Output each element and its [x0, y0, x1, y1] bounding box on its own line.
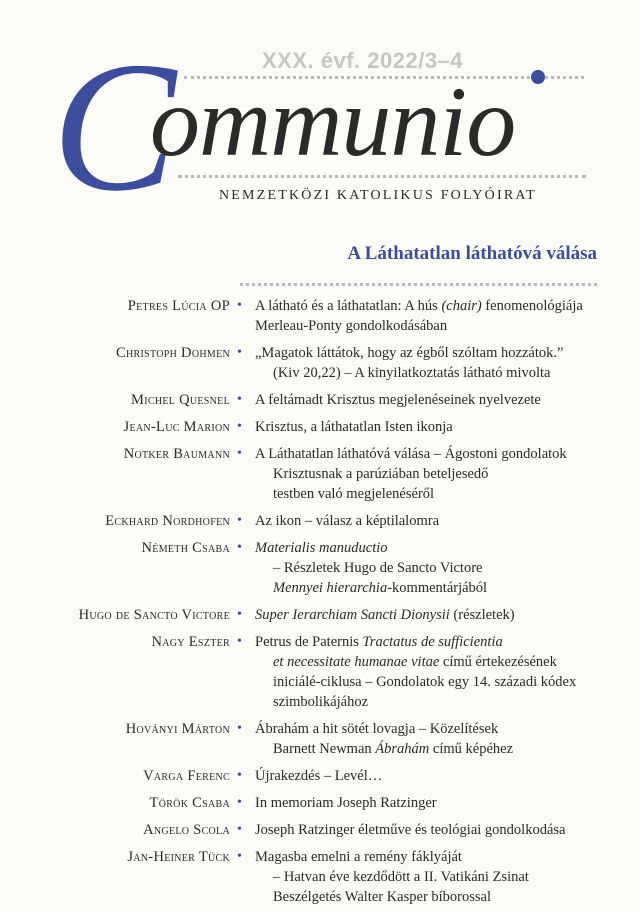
toc-title-line [255, 538, 615, 558]
toc-title-italic: (chair) [441, 298, 482, 314]
toc-title-text: című értekezésének [439, 654, 557, 670]
logo-dot-icon [531, 70, 545, 84]
toc-title-italic: Ábrahám [375, 741, 430, 757]
bullet-icon: • [237, 849, 242, 864]
toc-title-text: Az ikon – válasz a képtilalomra [255, 513, 440, 529]
toc-author: Jan-Heiner Tück [127, 849, 230, 865]
toc-title-italic: Mennyei hierarchia [273, 580, 388, 596]
toc-title-line [255, 739, 615, 759]
toc-author: Christoph Dohmen [116, 345, 230, 361]
toc-title [255, 444, 615, 504]
toc-author: Hugo de Sancto Victore [78, 607, 230, 623]
toc-title-text: – Hatvan éve kezdődött a II. Vatikáni Zsinat [273, 869, 529, 885]
bullet-icon: • [237, 513, 242, 528]
toc-author: Varga Ferenc [143, 768, 230, 784]
toc-title [255, 417, 615, 437]
toc-title-text: Ábrahám a hit sötét lovagja – Közelítések [255, 721, 499, 737]
bullet-icon: • [237, 795, 242, 810]
toc-title-text: Merleau-Ponty gondolkodásában [255, 318, 448, 334]
toc-title-text: Beszélgetés Walter Kasper bíborossal [273, 889, 492, 905]
bullet-icon: • [237, 540, 242, 555]
toc-title-line [255, 417, 615, 437]
toc-title-line [255, 867, 615, 887]
issue-number: XXX. évf. 2022/3–4 [262, 48, 464, 73]
toc-title-line [255, 390, 615, 410]
toc-title-line [255, 766, 615, 786]
toc-author: Eckhard Nordhofen [105, 513, 230, 529]
toc-title [255, 847, 615, 907]
toc-title-line [255, 578, 615, 598]
toc-title-line [255, 652, 615, 672]
toc-title-italic: et necessitate humanae vitae [273, 654, 440, 670]
toc-title-line [255, 363, 615, 383]
toc-title-text: Krisztus, a láthatatlan Isten ikonja [255, 419, 453, 435]
toc-title-text: (Kiv 20,22) – A kinyilatkoztatás látható mivolta [273, 365, 551, 381]
toc-title [255, 766, 615, 786]
toc-title-text: című képéhez [429, 741, 514, 757]
toc-title-text: A feltámadt Krisztus megjelenéseinek nyelvezete [255, 392, 541, 408]
toc-title-text: A látható és a láthatatlan: A hús [255, 298, 442, 314]
toc-title-line [255, 692, 615, 712]
toc-title-line [255, 820, 615, 840]
toc-title-italic: Tractatus de sufficientia [362, 634, 503, 650]
toc-title-line [255, 464, 615, 484]
toc-title [255, 793, 615, 813]
toc-title-line [255, 558, 615, 578]
toc-title-line [255, 296, 615, 316]
toc-title-line [255, 343, 615, 363]
toc-title-text: Újrakezdés – Levél… [255, 768, 383, 784]
toc-title-line [255, 632, 615, 652]
bullet-icon: • [237, 298, 242, 313]
toc-title-line [255, 793, 615, 813]
toc-title-text: Barnett Newman [273, 741, 376, 757]
toc-title [255, 605, 615, 625]
toc-title [255, 632, 615, 712]
toc-author: Németh Csaba [141, 540, 230, 556]
toc-title-text: (részletek) [449, 607, 515, 623]
issue-theme-title: A Láthatatlan láthatóvá válása [347, 243, 597, 264]
logo-wordmark: ommunio [150, 66, 516, 177]
toc-title-line [255, 605, 615, 625]
toc-author: Nagy Eszter [151, 634, 230, 650]
bullet-icon: • [237, 822, 242, 837]
toc-title [255, 538, 615, 598]
bullet-icon: • [237, 721, 242, 736]
toc-title-line [255, 444, 615, 464]
toc-author: Angelo Scola [143, 822, 230, 838]
toc-title-text: Joseph Ratzinger életműve és teológiai gondolkodása [255, 822, 566, 838]
toc-title-line [255, 511, 615, 531]
bullet-icon: • [237, 768, 242, 783]
toc-title-text: fenomenológiája [481, 298, 583, 314]
toc-title-text: testben való megjelenéséről [273, 486, 435, 502]
toc-title [255, 343, 615, 383]
toc-title [255, 511, 615, 531]
dotted-divider-middle [178, 175, 586, 178]
toc-title [255, 296, 615, 336]
toc-title-text: -kommentárjából [387, 580, 488, 596]
toc-title-text: A Láthatatlan láthatóvá válása – Ágostoni gondolatok [255, 446, 567, 462]
toc-title-text: „Magatok láttátok, hogy az égből szóltam hozzátok.” [255, 345, 564, 361]
toc-title [255, 820, 615, 840]
toc-title-text: Krisztusnak a parúziában beteljesedő [273, 466, 489, 482]
toc-title-line [255, 672, 615, 692]
toc-title-text: – Részletek Hugo de Sancto Victore [273, 560, 483, 576]
toc-title-line [255, 847, 615, 867]
toc-title-text: Petrus de Paternis [255, 634, 363, 650]
toc-title [255, 719, 615, 759]
bullet-icon: • [237, 392, 242, 407]
logo-initial: C [52, 24, 177, 230]
toc-author: Michel Quesnel [131, 392, 230, 408]
toc-title-italic: Super Ierarchiam Sancti Dionysii [255, 607, 450, 623]
bullet-icon: • [237, 634, 242, 649]
toc-title-line [255, 719, 615, 739]
toc-title-text: In memoriam Joseph Ratzinger [255, 795, 437, 811]
toc-title-text: Magasba emelni a remény fáklyáját [255, 849, 462, 865]
toc-title-line [255, 316, 615, 336]
bullet-icon: • [237, 607, 242, 622]
toc-author: Hoványi Márton [125, 721, 230, 737]
bullet-icon: • [237, 419, 242, 434]
bullet-icon: • [237, 446, 242, 461]
toc-title-line [255, 887, 615, 907]
toc-title-text: iniciálé-ciklusa – Gondolatok egy 14. századi kódex [273, 674, 577, 690]
toc-author: Petres Lúcia OP [127, 298, 230, 314]
dotted-divider-theme [240, 283, 597, 286]
toc-title [255, 390, 615, 410]
toc-author: Török Csaba [149, 795, 230, 811]
toc-title-italic: Materialis manuductio [255, 540, 388, 556]
bullet-icon: • [237, 345, 242, 360]
toc-title-text: szimbolikájához [273, 694, 369, 710]
toc-author: Notker Baumann [123, 446, 230, 462]
toc-title-line [255, 484, 615, 504]
journal-subtitle: NEMZETKÖZI KATOLIKUS FOLYÓIRAT [219, 188, 537, 203]
toc-author: Jean-Luc Marion [123, 419, 230, 435]
